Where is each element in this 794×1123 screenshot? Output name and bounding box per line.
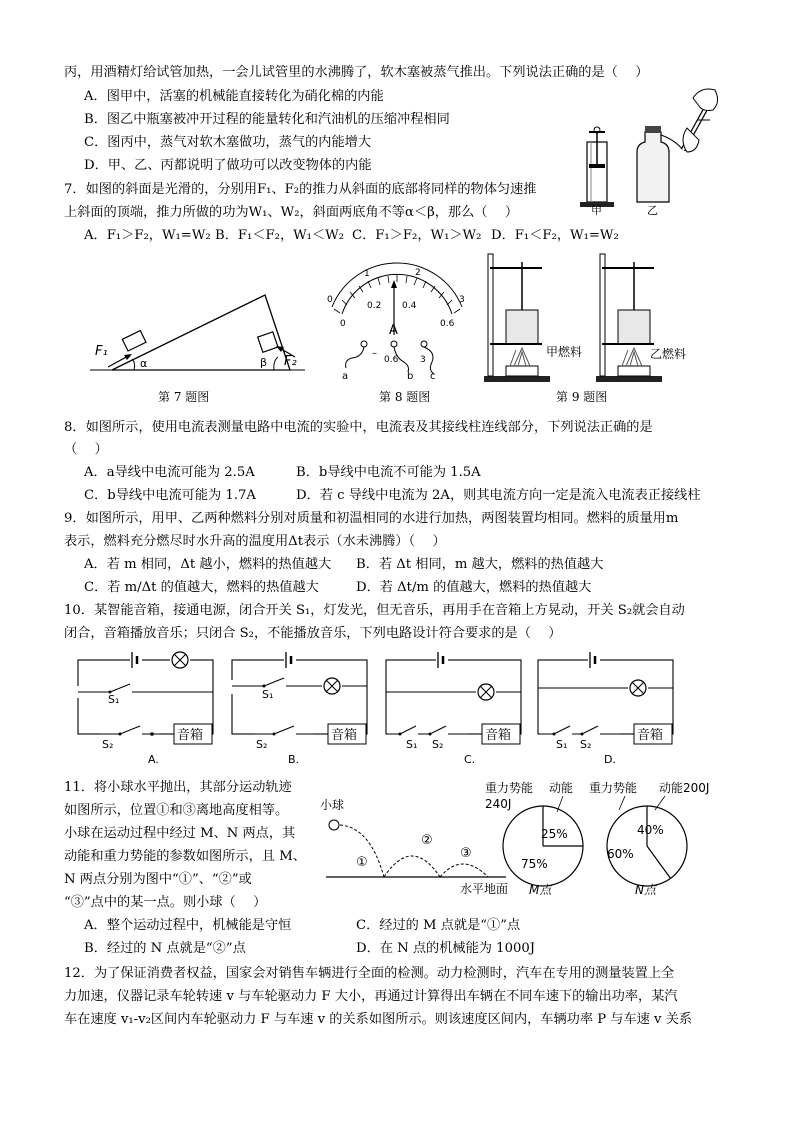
circuit-b[interactable] xyxy=(230,652,367,766)
pie-m xyxy=(503,806,583,886)
q8-ammeter-figure xyxy=(312,262,472,384)
terminal-3 xyxy=(421,341,427,347)
q6-figure xyxy=(575,80,735,220)
n-pe-pct: 60% xyxy=(607,847,634,861)
scale-outer-1: 1 xyxy=(364,269,370,279)
q9-fuel-figure xyxy=(480,248,700,386)
q11-energy-pies xyxy=(485,778,730,898)
q7-stem-line1: 7．如图的斜面是光滑的，分别用F₁、F₂的推力从斜面的底部将同样的物体匀速推 xyxy=(64,182,537,197)
q6-option-c: C．图丙中，蒸气对软木塞做功，蒸气的内能增大 xyxy=(84,135,372,150)
fig-label-yi: 乙 xyxy=(647,204,658,217)
q10-stem-line1: 10．某智能音箱，接通电源，闭合开关 S₁，灯发光，但无音乐，再用手在音箱上方晃动，开关 S₂就会自动 xyxy=(64,603,685,618)
speaker-d: 音箱 xyxy=(637,728,664,743)
block-left xyxy=(122,331,146,351)
letter-a: A. xyxy=(148,753,159,766)
q11-line6: “③”点中的某一点。则小球（ ） xyxy=(64,895,267,910)
beta-label: β xyxy=(260,356,268,369)
q7-option-c: C．F₁＞F₂，W₁＞W₂ xyxy=(352,228,482,243)
circuit-c[interactable] xyxy=(386,652,521,766)
scale-outer-2: 2 xyxy=(415,268,421,278)
q8-option-a: A．a导线中电流可能为 2.5A xyxy=(84,465,255,480)
terminal-06 xyxy=(391,341,397,347)
pie-n xyxy=(607,806,687,886)
n-point-label: N点 xyxy=(635,883,656,897)
letter-d: D. xyxy=(604,753,616,766)
scale-inner-04: 0.4 xyxy=(402,301,417,311)
scale-inner-06: 0.6 xyxy=(440,319,455,329)
q7-option-b: B．F₁＜F₂，W₁＜W₂ xyxy=(215,228,344,243)
speaker-a: 音箱 xyxy=(177,728,204,743)
q8-option-c: C．b导线中电流可能为 1.7A xyxy=(84,488,256,503)
q8-option-b: B．b导线中电流不可能为 1.5A xyxy=(296,465,481,480)
point-1-label: ① xyxy=(356,855,368,870)
ammeter-symbol: A xyxy=(389,323,398,338)
q7-option-a: A．F₁＞F₂，W₁=W₂ xyxy=(84,228,211,243)
m-point-label: M点 xyxy=(529,883,552,897)
ball-icon xyxy=(329,820,339,830)
q11-line3: 小球在运动过程中经过 M、N 两点，其 xyxy=(64,826,296,841)
q11-option-d: D．在 N 点的机械能为 1000J xyxy=(356,941,536,956)
m-pe-pct: 75% xyxy=(521,857,548,871)
q10-stem-line2: 闭合，音箱播放音乐；只闭合 S₂，不能播放音乐，下列电路设计符合要求的是（ ） xyxy=(64,626,562,641)
q12-line3: 车在速度 v₁-v₂区间内车轮驱动力 F 与车速 v 的关系如图所示。则该速度区间内，车辆功率 P 与车速 v 关系 xyxy=(64,1012,693,1027)
m-top-pe: 重力势能 xyxy=(485,781,534,795)
air-compression-cylinder xyxy=(580,127,614,207)
ground-label: 水平地面 xyxy=(460,882,509,896)
point-3-label: ③ xyxy=(460,846,472,861)
s1-b: S₁ xyxy=(262,688,274,701)
m-value: 240J xyxy=(485,797,512,811)
q11-option-a: A．整个运动过程中，机械能是守恒 xyxy=(84,918,292,933)
q9-caption: 第 9 题图 xyxy=(556,390,608,404)
m-top-ke: 动能 xyxy=(549,781,574,795)
scale-inner-0: 0 xyxy=(340,319,346,329)
s2-c: S₂ xyxy=(432,738,444,751)
s1-c: S₁ xyxy=(406,738,418,751)
q9-option-a: A．若 m 相同，Δt 越小，燃料的热值越大 xyxy=(84,557,332,572)
setup-jia xyxy=(484,254,550,382)
q8-caption: 第 8 题图 xyxy=(379,390,431,404)
circuit-d[interactable] xyxy=(538,652,673,766)
q6-option-a: A．图甲中，活塞的机械能直接转化为硝化棉的内能 xyxy=(84,89,384,104)
q8-option-d: D．若 c 导线中电流为 2A，则其电流方向一定是流入电流表正接线柱 xyxy=(296,488,701,503)
fig-label-jia: 甲 xyxy=(591,204,602,217)
q11-option-b: B．经过的 N 点就是“②”点 xyxy=(84,941,246,956)
q11-option-c: C．经过的 M 点就是“①”点 xyxy=(356,918,521,933)
scale-outer-3: 3 xyxy=(459,295,465,305)
s2-a: S₂ xyxy=(102,738,114,751)
n-ke-pct: 40% xyxy=(637,823,664,837)
bottle-with-pump xyxy=(637,89,718,202)
q8-stem-line2: （ ） xyxy=(64,442,108,457)
terminal-minus xyxy=(361,341,367,347)
q8-stem-line1: 8．如图所示，使用电流表测量电路中电流的实验中，电流表及其接线柱连线部分，下列说法正确的是 xyxy=(64,420,653,435)
terminal-06-label: 0.6 xyxy=(384,355,399,365)
s1-a: S₁ xyxy=(108,693,120,706)
point-2-label: ② xyxy=(421,833,433,848)
letter-b: B. xyxy=(288,753,300,766)
scale-outer-0: 0 xyxy=(327,295,333,305)
q11-line1: 11．将小球水平抛出，其部分运动轨迹 xyxy=(64,780,292,795)
q11-trajectory-figure xyxy=(318,795,508,895)
q7-stem-line2: 上斜面的顶端，推力所做的功为W₁、W₂，斜面两底角不等α＜β，那么（ ） xyxy=(64,205,519,220)
q12-line2: 力加速，仪器记录车轮转速 v 与车轮驱动力 F 大小，再通过计算得出车辆在不同车速下的输出功率，某汽 xyxy=(64,989,678,1004)
q6-stem: 丙，用酒精灯给试管加热，一会儿试管里的水沸腾了，软木塞被蒸气推出。下列说法正确的是（ ） xyxy=(64,65,649,80)
speaker-c: 音箱 xyxy=(485,728,512,743)
wire-a-label: a xyxy=(342,371,349,382)
q6-option-b: B．图乙中瓶塞被冲开过程的能量转化和汽油机的压缩冲程相同 xyxy=(84,112,450,127)
q11-line4: 动能和重力势能的参数如图所示，且 M、 xyxy=(64,849,306,864)
terminal-3-label: 3 xyxy=(420,355,426,365)
block-right xyxy=(258,332,278,352)
alpha-label: α xyxy=(140,357,148,370)
q12-line1: 12．为了保证消费者权益，国家会对销售车辆进行全面的检测。动力检测时，汽车在专用的测量装置上全 xyxy=(64,966,675,981)
q9-stem-line2: 表示，燃料充分燃尽时水升高的温度用Δt表示（水未沸腾）（ ） xyxy=(64,534,446,549)
n-top-ke: 动能200J xyxy=(659,781,710,795)
letter-c: C. xyxy=(464,753,476,766)
q7-incline-figure xyxy=(90,255,310,375)
fuel-jia-label: 甲燃料 xyxy=(546,345,583,359)
setup-yi xyxy=(596,254,662,382)
wire-a xyxy=(346,347,364,368)
s2-d: S₂ xyxy=(580,738,592,751)
fuel-yi-label: 乙燃料 xyxy=(650,347,687,361)
q9-option-c: C．若 m/Δt 的值越大，燃料的热值越大 xyxy=(84,580,319,595)
circuit-a[interactable] xyxy=(76,652,213,766)
q7-option-d: D．F₁＜F₂，W₁=W₂ xyxy=(491,228,619,243)
q7-caption: 第 7 题图 xyxy=(158,390,210,404)
q6-option-d: D．甲、乙、丙都说明了做功可以改变物体的内能 xyxy=(84,158,372,173)
wire-b-label: b xyxy=(407,371,414,382)
scale-inner-02: 0.2 xyxy=(367,301,382,311)
ball-label: 小球 xyxy=(320,798,345,812)
m-ke-pct: 25% xyxy=(541,827,568,841)
q11-line2: 如图所示，位置①和③离地高度相等。 xyxy=(64,803,289,818)
q10-circuits xyxy=(70,648,730,768)
q9-option-d: D．若 Δt/m 的值越大，燃料的热值越大 xyxy=(356,580,592,595)
s1-d: S₁ xyxy=(556,738,568,751)
q11-line5: N 两点分别为图中“①”、“②”或 xyxy=(64,872,252,887)
q9-stem-line1: 9．如图所示，用甲、乙两种燃料分别对质量和初温相同的水进行加热，两图装置均相同。燃料的质量用m xyxy=(64,511,679,526)
force-f1-label: F₁ xyxy=(95,344,108,359)
n-top-pe: 重力势能 xyxy=(589,781,638,795)
force-f2-label: F₂ xyxy=(284,354,297,369)
speaker-b: 音箱 xyxy=(331,728,358,743)
s2-b: S₂ xyxy=(256,738,268,751)
wire-c-label: c xyxy=(430,371,436,382)
terminal-minus-label: – xyxy=(372,348,377,359)
q9-option-b: B．若 Δt 相同，m 越大，燃料的热值越大 xyxy=(356,557,604,572)
